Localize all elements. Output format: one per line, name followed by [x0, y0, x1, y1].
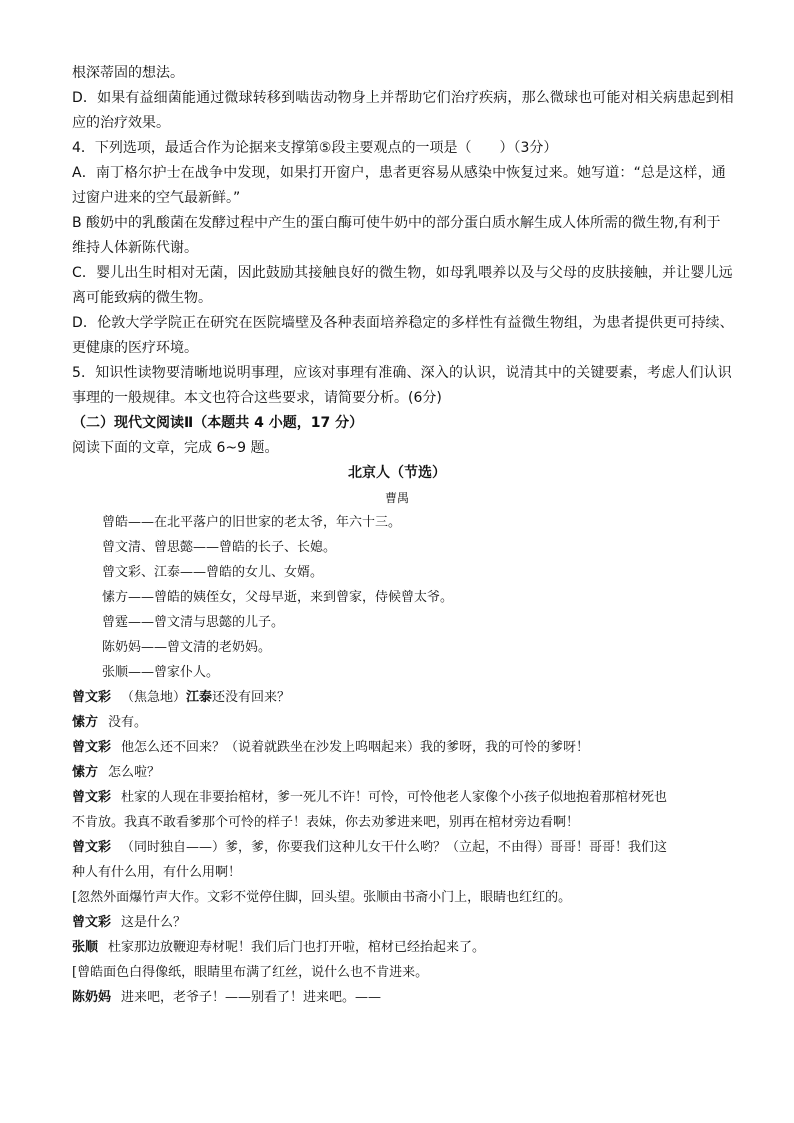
question-5-line1: 5．知识性读物要清晰地说明事理，应该对事理有准确、深入的认识，说清其中的关键要素，考虑人们认识: [72, 365, 732, 381]
speaker-name: 愫方: [72, 765, 99, 780]
section-heading: （二）现代文阅读Ⅱ（本题共 4 小题，17 分）: [72, 415, 364, 431]
q4-option-c-line1: C．婴儿出生时相对无菌，因此鼓励其接触良好的微生物，如母乳喂养以及与父母的皮肤接触，并让婴儿远: [72, 265, 733, 281]
dialogue-line: [72, 763, 160, 783]
dialogue-line: [72, 788, 667, 808]
q4-option-a-line2: 过窗户进来的空气最新鲜。”: [72, 190, 241, 206]
dialogue-line: [72, 938, 485, 958]
dialogue-text: 杜家那边放鞭迎寿材呢！我们后门也打开啦，棺材已经抬起来了。: [108, 940, 486, 955]
dialogue-continuation: 不肯放。我真不敢看爹那个可怜的样子！表妹，你去劝爹进来吧，别再在棺材旁边看啊！: [72, 815, 580, 830]
passage-line: 根深蒂固的想法。: [72, 65, 184, 81]
dialogue-text: 杜家的人现在非要抬棺材，爹一死儿不许！可怜，可怜他老人家像个小孩子似地抱着那棺材死也: [121, 790, 668, 805]
article-title: 北京人（节选）: [348, 465, 446, 481]
q4-option-d-line2: 更健康的医疗环境。: [72, 340, 198, 356]
q4-option-b-line1: B 酸奶中的乳酸菌在发酵过程中产生的蛋白酶可使牛奶中的部分蛋白质水解生成人体所需的微生物,有利于: [72, 215, 721, 231]
passage-option-d-line2: 应的治疗效果。: [72, 115, 170, 131]
dialogue-text: 怎么啦？: [108, 765, 161, 780]
q4-option-c-line2: 离可能致病的微生物。: [72, 290, 212, 306]
cast-item: 张顺——曾家仆人。: [102, 665, 220, 680]
speaker-name: 曾文彩: [72, 915, 112, 930]
speaker-name: 陈奶妈: [72, 990, 112, 1005]
dialogue-text: 没有。: [108, 715, 148, 730]
speaker-name: 曾文彩: [72, 690, 112, 705]
dialogue-text: 他怎么还不回来？（说着就跌坐在沙发上呜咽起来）我的爹呀，我的可怜的爹呀！: [121, 740, 590, 755]
q4-option-d-line1: D．伦敦大学学院正在研究在医院墙壁及各种表面培养稳定的多样性有益微生物组，为患者提供更可持续、: [72, 315, 734, 331]
passage-option-d-line1: D．如果有益细菌能通过微球转移到啮齿动物身上并帮助它们治疗疾病，那么微球也可能对相关病患起到相: [72, 90, 734, 106]
question-5-line2: 事理的一般规律。本文也符合这些要求，请简要分析。(6分): [72, 390, 442, 406]
stage-direction: （焦急地）: [121, 690, 187, 705]
dialogue-line: [72, 688, 290, 708]
dialogue-continuation: 种人有什么用，有什么用啊！: [72, 865, 242, 880]
q4-option-b-line2: 维持人体新陈代谢。: [72, 240, 198, 256]
dialogue-name: 江泰: [186, 690, 213, 705]
q4-option-a-line1: A．南丁格尔护士在战争中发现，如果打开窗户，患者更容易从感染中恢复过来。她写道：“总是这样，通: [72, 165, 726, 181]
speaker-name: 曾文彩: [72, 790, 112, 805]
dialogue-line: [72, 838, 667, 858]
dialogue-line: [72, 713, 147, 733]
section-instruction: 阅读下面的文章，完成 6~9 题。: [72, 440, 279, 456]
dialogue-text: 这是什么？: [121, 915, 187, 930]
speaker-name: 愫方: [72, 715, 99, 730]
dialogue-line: [72, 913, 186, 933]
dialogue-text: 还没有回来？: [212, 690, 291, 705]
cast-item: 愫方——曾皓的姨侄女，父母早逝，来到曾家，侍候曾太爷。: [102, 590, 454, 605]
dialogue-text: （同时独自——）爹，爹，你要我们这种儿女干什么哟？（立起，不由得）哥哥！哥哥！我们这: [121, 840, 668, 855]
speaker-name: 曾文彩: [72, 740, 112, 755]
dialogue-line: [72, 988, 381, 1008]
question-4-stem: 4．下列选项，最适合作为论据来支撑第⑤段主要观点的一项是（ ）（3分）: [72, 140, 558, 156]
dialogue-line: [72, 738, 589, 758]
cast-item: 曾霆——曾文清与思懿的儿子。: [102, 615, 285, 630]
cast-item: 曾文彩、江泰——曾皓的女儿、女婿。: [102, 565, 324, 580]
dialogue-text: 进来吧，老爷子！——别看了！进来吧。——: [121, 990, 382, 1005]
cast-item: 陈奶妈——曾文清的老奶妈。: [102, 640, 272, 655]
speaker-name: 张顺: [72, 940, 99, 955]
speaker-name: 曾文彩: [72, 840, 112, 855]
cast-item: 曾皓——在北平落户的旧世家的老太爷，年六十三。: [102, 515, 402, 530]
cast-item: 曾文清、曾思懿——曾皓的长子、长媳。: [102, 540, 337, 555]
article-author: 曹禺: [384, 491, 409, 505]
stage-direction-line: [忽然外面爆竹声大作。文彩不觉停住脚，回头望。张顺由书斋小门上，眼睛也红红的。: [72, 890, 572, 905]
stage-direction-line: [曾皓面色白得像纸，眼睛里布满了红丝，说什么也不肯进来。: [72, 965, 429, 980]
